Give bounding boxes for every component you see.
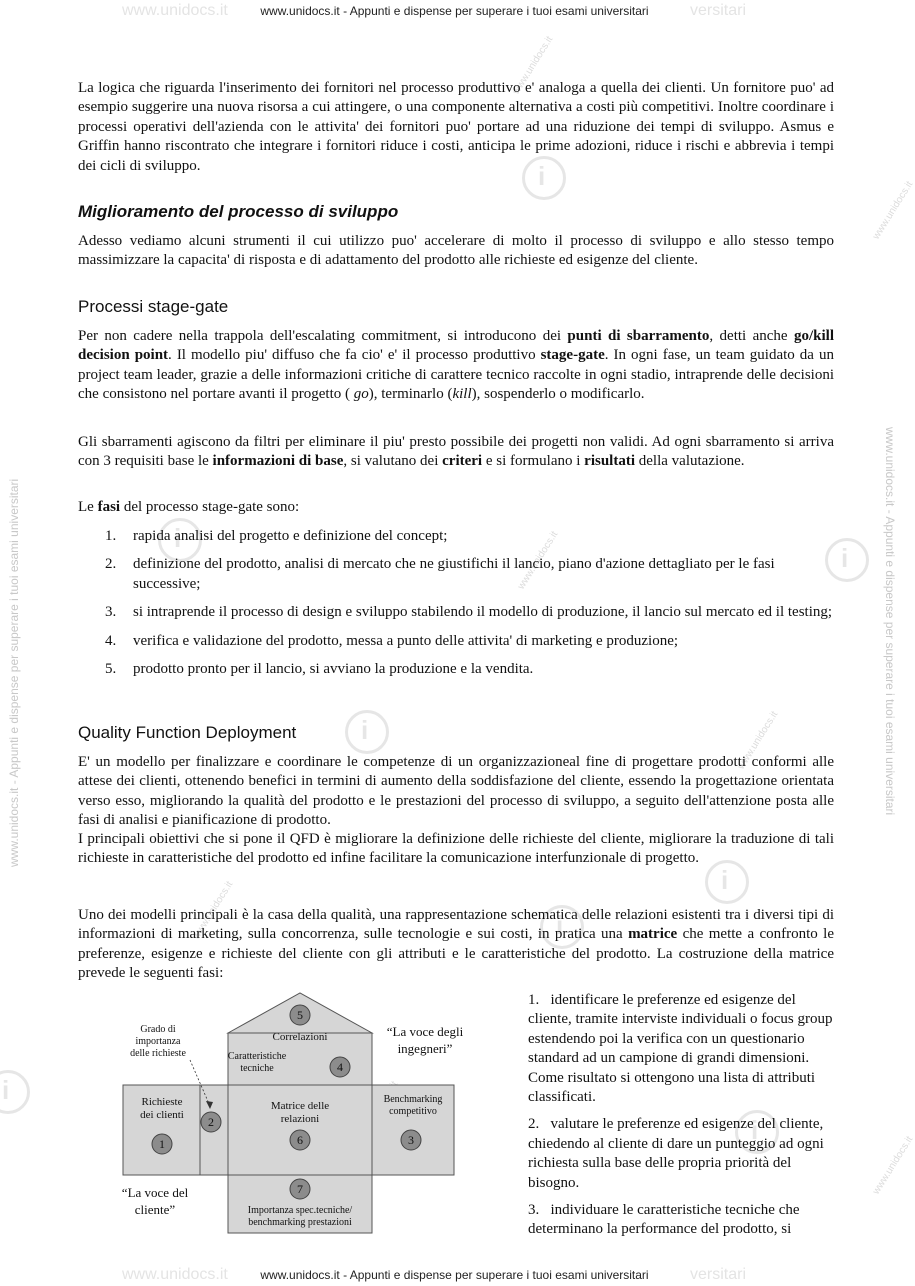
list-item: 3. individuare le caratteristiche tecniche che determinano la performance del prodotto, si [528,1202,800,1238]
stage-gate-paragraph-3: Le fasi del processo stage-gate sono: [78,499,300,515]
ghost-watermark-top-left: www.unidocs.it [122,2,228,19]
label-caratteristiche: Caratteristiche [227,1051,287,1062]
label-voce-ingegneri: “La voce degli [386,1024,464,1039]
list-item: 4. verifica e validazione del prodotto, messa a punto delle attivita' di marketing e produzione; [105,632,679,649]
page-footer: www.unidocs.it - Appunti e dispense per superare i tuoi esami universitari [260,1268,649,1282]
label-cliente: cliente” [134,1202,176,1217]
label-relazioni: relazioni [280,1113,320,1125]
label-richieste: Richieste [141,1096,183,1108]
phases-list [105,527,835,688]
ghost-watermark-bottom-right: versitari [690,1266,747,1283]
list-item: 1. identificare le preferenze ed esigenze del cliente, tramite interviste individuali o focus group estendendo poi la verifica con un questionario standard ad un campione di grandi dimensioni. Come risultato si ottengono una lista di attributi classificati. [528,992,833,1106]
number-7: 7 [297,1182,303,1196]
stage-gate-paragraph-1: Per non cadere nella trappola dell'escalating commitment, si introducono dei punti di sbarramento, detti anche go/kill decision point. Il modello piu' diffuso che fa cio' e' il processo produttivo stage-gate. In ogni fase, un team guidato da un project team leader, grazie a delle informazioni critiche di carattere tecnico raccolte in ogni stadio, intraprende delle decisioni che consistono nel portare avanti il progetto ( go), terminarlo (kill), sospenderlo o modificarlo. [78,328,834,403]
house-of-quality-diagram [95,988,495,1238]
label-ingegneri: ingegneri” [397,1041,453,1056]
unidocs-logo-icon [345,710,389,754]
watermark-diagonal: www.unidocs.it [190,879,236,942]
qfd-paragraph-3: Uno dei modelli principali è la casa della qualità, una rappresentazione schematica delle relazioni esistenti tra i diversi tipi di informazioni di marketing, sulla concorrenza, sulle tecnologie e sui costi, in pratica una matrice che mette a confronto le preferenze, esigenze e richieste del cliente con gli attributi e le caratteristiche del prodotto. La costruzione della matrice prevede le seguenti fasi: [78,907,834,982]
section-title-miglioramento: Miglioramento del processo di sviluppo [78,202,399,221]
watermark-diagonal: www.unidocs.it [870,179,915,242]
label-importanza: Importanza spec.tecniche/ [247,1205,353,1216]
number-6: 6 [297,1133,303,1147]
qfd-paragraph-1: E' un modello per finalizzare e coordinare le competenze di un organizzazioneal fine di progettare prodotti conformi alle attese dei clienti, ottenendo benefici in termini di aumento della soddisfazione del cliente, essendo la progettazione orientata verso esso, migliorando la qualità del prodotto e le prestazioni del processo di sviluppo, a seguito dell'attenzione posta alle fasi di analisi e pianificazione di prodotto. [78,754,834,829]
number-2: 2 [208,1115,214,1129]
list-item: 1. rapida analisi del progetto e definizione del concept; [105,528,448,544]
label-matrice: Matrice delle [270,1100,330,1112]
number-5: 5 [297,1008,303,1022]
label-tecniche: tecniche [240,1063,274,1074]
label-benchmarking: Benchmarking [383,1094,443,1105]
label-grado: Grado di [140,1024,176,1035]
watermark-right-side: www.unidocs.it - Appunti e dispense per superare i tuoi esami universitari [883,427,897,816]
label-correlazioni: Correlazioni [272,1031,328,1043]
section-title-stage-gate: Processi stage-gate [78,297,229,316]
qfd-paragraph-2: I principali obiettivi che si pone il QFD è migliorare la definizione delle richieste del cliente, migliorare la traduzione di tali richieste in caratteristiche del prodotto ed infine facilitare la comunicazione interfunzionale di progetto. [78,831,834,867]
number-4: 4 [337,1060,343,1074]
list-item: 2. valutare le preferenze ed esigenze del cliente, chiedendo al cliente di dare un punteggio ad ogni richiesta sulla base delle propria priorità del bisogno. [528,1116,824,1191]
watermark-diagonal: www.unidocs.it [510,34,556,97]
section-title-qfd: Quality Function Deployment [78,723,297,742]
label-benchmarking-prestazioni: benchmarking prestazioni [248,1217,352,1228]
section1-paragraph: Adesso vediamo alcuni strumenti il cui utilizzo puo' accelerare di molto il processo di sviluppo e allo stesso tempo massimizzare la capacita' di risposta e di adattamento del prodotto alle richieste ed esigenze del cliente. [78,233,834,269]
watermark-diagonal: www.unidocs.it [735,709,781,772]
list-item: 2. definizione del prodotto, analisi di mercato che ne giustifichi il lancio, piano d'azione dettagliato per le fasi successive; [105,556,775,592]
label-competitivo: competitivo [389,1106,437,1117]
unidocs-logo-icon [0,1070,30,1114]
number-3: 3 [408,1133,414,1147]
label-importanza-richieste: importanza [135,1036,181,1047]
intro-paragraph: La logica che riguarda l'inserimento dei fornitori nel processo produttivo e' analoga a quella dei clienti. Un fornitore puo' ad esempio suggerire una nuova risorsa a cui attingere, o una componente alternativa a costi più competitivi. Inoltre coordinare i processi operativi dell'azienda con le attivita' dei fornitori puo' portare ad una riduzione dei tempi di sviluppo. Asmus e Griffin hanno riscontrato che integrare i fornitori riduce i costi, anticipa le prime adozioni, riduce i rischi e abbrevia i tempi dei cicli di sviluppo. [78,80,834,174]
list-item: 3. si intraprende il processo di design e sviluppo stabilendo il modello di produzione, il lancio sul mercato ed il testing; [105,604,833,621]
list-item: 5. prodotto pronto per il lancio, si avviano la produzione e la vendita. [105,661,534,678]
label-delle-richieste: delle richieste [130,1048,186,1059]
label-dei-clienti: dei clienti [140,1109,184,1121]
stage-gate-paragraph-2: Gli sbarramenti agiscono da filtri per eliminare il piu' presto possibile dei progetti non validi. Ad ogni sbarramento si arriva con 3 requisiti base le informazioni di base, si valutano dei criteri e si formulano i risultati della valutazione. [78,434,834,470]
watermark-left-side: www.unidocs.it - Appunti e dispense per superare i tuoi esami universitari [7,478,21,867]
watermark-diagonal: www.unidocs.it [870,1134,915,1197]
ghost-watermark-top-right: versitari [690,2,747,19]
ghost-watermark-bottom-left: www.unidocs.it [122,1266,228,1283]
label-voce-cliente: “La voce del [121,1185,189,1200]
qfd-steps-list [528,991,838,1248]
watermark-diagonal: www.unidocs.it [515,529,561,592]
number-1: 1 [159,1137,165,1151]
page-header: www.unidocs.it - Appunti e dispense per superare i tuoi esami universitari [260,4,649,18]
